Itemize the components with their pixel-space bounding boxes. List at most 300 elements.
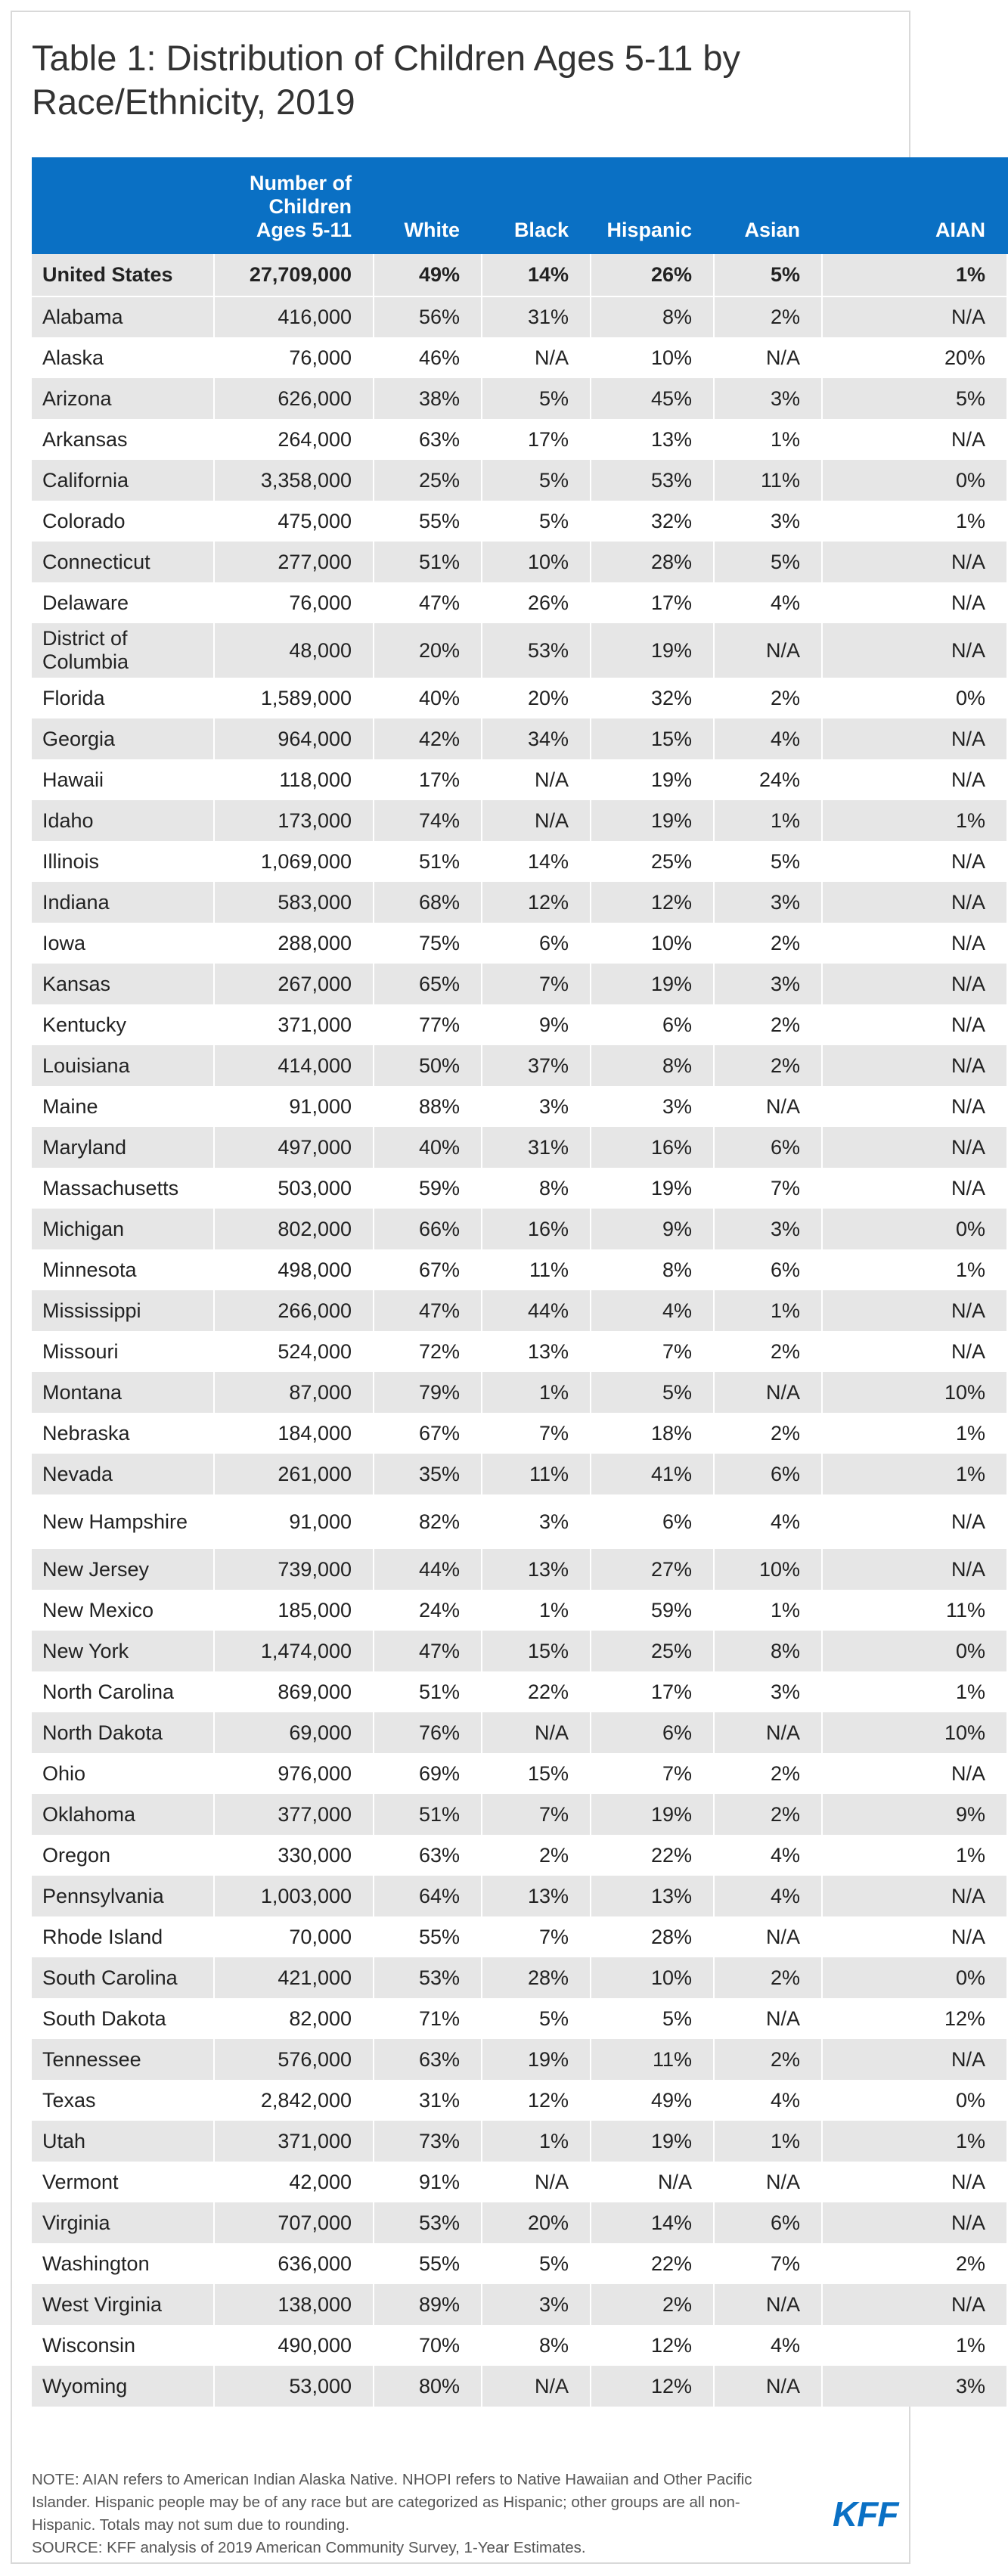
cell-white: 72% [374, 1331, 482, 1372]
cell-number: 1,474,000 [214, 1631, 374, 1671]
cell-aian: N/A [822, 1549, 1007, 1590]
cell-number: 330,000 [214, 1835, 374, 1876]
cell-aian: 0% [822, 678, 1007, 718]
cell-white: 63% [374, 419, 482, 460]
cell-black: 5% [482, 2243, 591, 2284]
cell-number: 82,000 [214, 1998, 374, 2039]
cell-location: Illinois [32, 841, 214, 882]
cell-aian: 1% [822, 1671, 1007, 1712]
table-row [32, 2162, 1007, 2202]
table-row [32, 1590, 1007, 1631]
cell-aian: 1% [822, 254, 1007, 296]
cell-black: N/A [482, 2366, 591, 2407]
cell-black: N/A [482, 800, 591, 841]
cell-location: Hawaii [32, 759, 214, 800]
cell-white: 66% [374, 1209, 482, 1249]
cell-white: 63% [374, 1835, 482, 1876]
cell-number: 1,589,000 [214, 678, 374, 718]
cell-location: Wisconsin [32, 2325, 214, 2366]
cell-aian: N/A [822, 296, 1007, 337]
cell-white: 77% [374, 1004, 482, 1045]
cell-number: 70,000 [214, 1916, 374, 1957]
cell-asian: 2% [714, 1331, 822, 1372]
cell-black: 3% [482, 1086, 591, 1127]
cell-asian: 2% [714, 923, 822, 964]
cell-number: 184,000 [214, 1413, 374, 1454]
cell-black: 12% [482, 882, 591, 923]
kff-logo: KFF [833, 2494, 898, 2534]
cell-asian: N/A [714, 1712, 822, 1753]
footnote [32, 2469, 788, 2559]
cell-location: Connecticut [32, 542, 214, 582]
cell-number: 76,000 [214, 582, 374, 623]
cell-hispanic: 10% [591, 337, 714, 378]
table-row [32, 378, 1007, 419]
cell-white: 44% [374, 1549, 482, 1590]
cell-aian: 1% [822, 2325, 1007, 2366]
cell-black: 1% [482, 1590, 591, 1631]
cell-hispanic: 4% [591, 1290, 714, 1331]
cell-aian: N/A [822, 1168, 1007, 1209]
table-row [32, 2202, 1007, 2243]
cell-aian: 0% [822, 1631, 1007, 1671]
cell-number: 53,000 [214, 2366, 374, 2407]
cell-asian: N/A [714, 623, 822, 678]
cell-black: N/A [482, 1712, 591, 1753]
cell-hispanic: 15% [591, 718, 714, 759]
cell-white: 75% [374, 923, 482, 964]
cell-location: Maryland [32, 1127, 214, 1168]
cell-hispanic: 5% [591, 1372, 714, 1413]
cell-location: Georgia [32, 718, 214, 759]
cell-aian: N/A [822, 759, 1007, 800]
cell-asian: 5% [714, 542, 822, 582]
cell-location: Virginia [32, 2202, 214, 2243]
cell-asian: 1% [714, 2121, 822, 2162]
cell-white: 56% [374, 296, 482, 337]
cell-white: 70% [374, 2325, 482, 2366]
cell-white: 91% [374, 2162, 482, 2202]
cell-hispanic: 19% [591, 1168, 714, 1209]
cell-black: 13% [482, 1876, 591, 1916]
cell-hispanic: 12% [591, 2366, 714, 2407]
cell-black: 9% [482, 1004, 591, 1045]
table-row [32, 1209, 1007, 1249]
cell-hispanic: 2% [591, 2284, 714, 2325]
cell-location: Missouri [32, 1331, 214, 1372]
cell-number: 1,069,000 [214, 841, 374, 882]
cell-number: 267,000 [214, 964, 374, 1004]
cell-location: Kansas [32, 964, 214, 1004]
table-row [32, 2121, 1007, 2162]
source-text: SOURCE: KFF analysis of 2019 American Community Survey, 1-Year Estimates. [32, 2539, 586, 2556]
cell-hispanic: 16% [591, 1127, 714, 1168]
cell-aian: N/A [822, 1916, 1007, 1957]
table-row [32, 1086, 1007, 1127]
cell-number: 2,842,000 [214, 2080, 374, 2121]
table-row [32, 882, 1007, 923]
table-row [32, 1127, 1007, 1168]
cell-black: 20% [482, 678, 591, 718]
cell-black: 5% [482, 378, 591, 419]
cell-aian: N/A [822, 1086, 1007, 1127]
cell-aian: N/A [822, 882, 1007, 923]
cell-hispanic: 22% [591, 1835, 714, 1876]
table-row [32, 2080, 1007, 2121]
cell-aian: 1% [822, 1413, 1007, 1454]
cell-hispanic: 32% [591, 501, 714, 542]
cell-location: Oregon [32, 1835, 214, 1876]
cell-number: 91,000 [214, 1494, 374, 1549]
table-row [32, 718, 1007, 759]
cell-hispanic: 27% [591, 1549, 714, 1590]
cell-location: Massachusetts [32, 1168, 214, 1209]
cell-number: 416,000 [214, 296, 374, 337]
cell-hispanic: 19% [591, 623, 714, 678]
cell-location: Pennsylvania [32, 1876, 214, 1916]
cell-location: Montana [32, 1372, 214, 1413]
cell-white: 20% [374, 623, 482, 678]
cell-black: 1% [482, 2121, 591, 2162]
table-row [32, 1671, 1007, 1712]
cell-location: Florida [32, 678, 214, 718]
table-row [32, 582, 1007, 623]
cell-number: 264,000 [214, 419, 374, 460]
table-row [32, 419, 1007, 460]
cell-hispanic: 3% [591, 1086, 714, 1127]
cell-number: 976,000 [214, 1753, 374, 1794]
cell-number: 498,000 [214, 1249, 374, 1290]
cell-number: 583,000 [214, 882, 374, 923]
cell-aian: 1% [822, 501, 1007, 542]
cell-asian: 4% [714, 2080, 822, 2121]
header-black: Black [482, 157, 591, 254]
cell-black: 22% [482, 1671, 591, 1712]
cell-asian: 1% [714, 800, 822, 841]
header-location [32, 157, 214, 254]
cell-asian: 4% [714, 582, 822, 623]
cell-number: 497,000 [214, 1127, 374, 1168]
cell-black: 13% [482, 1549, 591, 1590]
cell-hispanic: 18% [591, 1413, 714, 1454]
cell-number: 414,000 [214, 1045, 374, 1086]
table-row [32, 1372, 1007, 1413]
cell-hispanic: 13% [591, 419, 714, 460]
cell-location: Minnesota [32, 1249, 214, 1290]
cell-asian: 6% [714, 1454, 822, 1494]
cell-hispanic: 59% [591, 1590, 714, 1631]
cell-white: 82% [374, 1494, 482, 1549]
cell-aian: N/A [822, 923, 1007, 964]
cell-hispanic: 45% [591, 378, 714, 419]
cell-aian: N/A [822, 1290, 1007, 1331]
cell-location: Indiana [32, 882, 214, 923]
cell-white: 67% [374, 1413, 482, 1454]
cell-aian: N/A [822, 2284, 1007, 2325]
cell-white: 46% [374, 337, 482, 378]
header-white: White [374, 157, 482, 254]
cell-asian: 2% [714, 1753, 822, 1794]
cell-asian: 2% [714, 2039, 822, 2080]
table-row [32, 1413, 1007, 1454]
cell-black: 44% [482, 1290, 591, 1331]
cell-hispanic: 26% [591, 254, 714, 296]
cell-location: Michigan [32, 1209, 214, 1249]
cell-white: 49% [374, 254, 482, 296]
cell-number: 87,000 [214, 1372, 374, 1413]
cell-white: 42% [374, 718, 482, 759]
cell-aian: 10% [822, 1712, 1007, 1753]
cell-black: 15% [482, 1753, 591, 1794]
cell-white: 64% [374, 1876, 482, 1916]
cell-white: 35% [374, 1454, 482, 1494]
cell-black: 7% [482, 964, 591, 1004]
cell-white: 68% [374, 882, 482, 923]
cell-white: 51% [374, 1794, 482, 1835]
cell-number: 490,000 [214, 2325, 374, 2366]
table-row [32, 296, 1007, 337]
cell-number: 42,000 [214, 2162, 374, 2202]
table-row [32, 759, 1007, 800]
cell-aian: 0% [822, 1209, 1007, 1249]
cell-white: 80% [374, 2366, 482, 2407]
cell-number: 185,000 [214, 1590, 374, 1631]
table-row [32, 2243, 1007, 2284]
cell-black: 1% [482, 1372, 591, 1413]
cell-hispanic: 19% [591, 1794, 714, 1835]
cell-location: Tennessee [32, 2039, 214, 2080]
cell-hispanic: 32% [591, 678, 714, 718]
header-aian: AIAN [822, 157, 1007, 254]
header-number-of-children: Number of Children Ages 5-11 [214, 157, 374, 254]
cell-location: Alabama [32, 296, 214, 337]
cell-aian: N/A [822, 841, 1007, 882]
table-row [32, 542, 1007, 582]
cell-location: California [32, 460, 214, 501]
cell-hispanic: 12% [591, 882, 714, 923]
cell-number: 48,000 [214, 623, 374, 678]
cell-location: Arizona [32, 378, 214, 419]
table-body [32, 254, 1007, 2407]
cell-location: Vermont [32, 2162, 214, 2202]
table-row [32, 1712, 1007, 1753]
cell-asian: 5% [714, 254, 822, 296]
cell-number: 377,000 [214, 1794, 374, 1835]
cell-location: Washington [32, 2243, 214, 2284]
cell-white: 47% [374, 582, 482, 623]
cell-white: 69% [374, 1753, 482, 1794]
cell-asian: 2% [714, 1794, 822, 1835]
cell-black: 2% [482, 1835, 591, 1876]
cell-location: Delaware [32, 582, 214, 623]
cell-asian: 4% [714, 718, 822, 759]
table-row [32, 1957, 1007, 1998]
cell-aian: N/A [822, 542, 1007, 582]
cell-location: Nevada [32, 1454, 214, 1494]
cell-number: 636,000 [214, 2243, 374, 2284]
cell-aian: N/A [822, 419, 1007, 460]
table-row [32, 2325, 1007, 2366]
cell-asian: N/A [714, 1086, 822, 1127]
cell-aian: N/A [822, 1494, 1007, 1549]
cell-aian: N/A [822, 964, 1007, 1004]
cell-asian: N/A [714, 2162, 822, 2202]
table-row [32, 2039, 1007, 2080]
cell-asian: 4% [714, 2325, 822, 2366]
data-table [32, 157, 1008, 2407]
cell-hispanic: 19% [591, 2121, 714, 2162]
cell-hispanic: 22% [591, 2243, 714, 2284]
cell-white: 47% [374, 1631, 482, 1671]
cell-asian: 3% [714, 1209, 822, 1249]
cell-location: Idaho [32, 800, 214, 841]
cell-number: 261,000 [214, 1454, 374, 1494]
cell-black: 12% [482, 2080, 591, 2121]
cell-black: 8% [482, 2325, 591, 2366]
cell-location: New Jersey [32, 1549, 214, 1590]
cell-asian: 7% [714, 2243, 822, 2284]
cell-hispanic: 7% [591, 1331, 714, 1372]
cell-hispanic: 11% [591, 2039, 714, 2080]
cell-number: 524,000 [214, 1331, 374, 1372]
cell-number: 118,000 [214, 759, 374, 800]
cell-aian: 3% [822, 2366, 1007, 2407]
cell-white: 76% [374, 1712, 482, 1753]
cell-white: 71% [374, 1998, 482, 2039]
cell-asian: 8% [714, 1631, 822, 1671]
cell-location: New Mexico [32, 1590, 214, 1631]
cell-black: 53% [482, 623, 591, 678]
cell-aian: 1% [822, 800, 1007, 841]
cell-number: 475,000 [214, 501, 374, 542]
cell-white: 88% [374, 1086, 482, 1127]
cell-white: 53% [374, 2202, 482, 2243]
cell-location: West Virginia [32, 2284, 214, 2325]
table-card [11, 11, 985, 2564]
cell-aian: 1% [822, 1249, 1007, 1290]
cell-location: Wyoming [32, 2366, 214, 2407]
cell-asian: 5% [714, 841, 822, 882]
cell-location: Mississippi [32, 1290, 214, 1331]
cell-black: 3% [482, 1494, 591, 1549]
cell-number: 138,000 [214, 2284, 374, 2325]
cell-number: 964,000 [214, 718, 374, 759]
cell-asian: 7% [714, 1168, 822, 1209]
cell-black: 14% [482, 254, 591, 296]
cell-location: Utah [32, 2121, 214, 2162]
cell-aian: N/A [822, 582, 1007, 623]
cell-black: 5% [482, 1998, 591, 2039]
cell-black: 15% [482, 1631, 591, 1671]
cell-hispanic: 19% [591, 759, 714, 800]
cell-white: 40% [374, 1127, 482, 1168]
cell-location: New York [32, 1631, 214, 1671]
cell-hispanic: 28% [591, 542, 714, 582]
cell-asian: 6% [714, 2202, 822, 2243]
cell-asian: N/A [714, 1372, 822, 1413]
cell-asian: 6% [714, 1127, 822, 1168]
cell-asian: 1% [714, 1290, 822, 1331]
cell-number: 371,000 [214, 1004, 374, 1045]
cell-aian: N/A [822, 1045, 1007, 1086]
cell-hispanic: 8% [591, 296, 714, 337]
cell-hispanic: 5% [591, 1998, 714, 2039]
cell-number: 626,000 [214, 378, 374, 419]
cell-number: 288,000 [214, 923, 374, 964]
table-row [32, 1876, 1007, 1916]
cell-aian: N/A [822, 1753, 1007, 1794]
cell-aian: N/A [822, 1127, 1007, 1168]
cell-aian: 1% [822, 1835, 1007, 1876]
cell-hispanic: 28% [591, 1916, 714, 1957]
cell-location: Alaska [32, 337, 214, 378]
cell-white: 53% [374, 1957, 482, 1998]
cell-white: 79% [374, 1372, 482, 1413]
cell-hispanic: 25% [591, 1631, 714, 1671]
header-row [32, 157, 1007, 254]
cell-asian: 2% [714, 1957, 822, 1998]
cell-hispanic: 8% [591, 1045, 714, 1086]
cell-asian: 4% [714, 1876, 822, 1916]
cell-hispanic: 7% [591, 1753, 714, 1794]
table-row [32, 1549, 1007, 1590]
cell-hispanic: 17% [591, 582, 714, 623]
table-row [32, 337, 1007, 378]
cell-hispanic: 10% [591, 923, 714, 964]
table-row [32, 623, 1007, 678]
table-row [32, 1168, 1007, 1209]
table-scroll-area[interactable] [32, 157, 985, 2453]
cell-white: 50% [374, 1045, 482, 1086]
cell-asian: 2% [714, 678, 822, 718]
cell-white: 17% [374, 759, 482, 800]
cell-aian: 0% [822, 1957, 1007, 1998]
cell-white: 67% [374, 1249, 482, 1290]
cell-asian: 4% [714, 1494, 822, 1549]
cell-number: 27,709,000 [214, 254, 374, 296]
cell-aian: 10% [822, 1372, 1007, 1413]
cell-white: 38% [374, 378, 482, 419]
cell-number: 266,000 [214, 1290, 374, 1331]
cell-black: 11% [482, 1454, 591, 1494]
cell-location: South Carolina [32, 1957, 214, 1998]
cell-location: Maine [32, 1086, 214, 1127]
table-row [32, 1835, 1007, 1876]
cell-asian: N/A [714, 1916, 822, 1957]
cell-location: New Hampshire [32, 1494, 214, 1549]
cell-hispanic: N/A [591, 2162, 714, 2202]
cell-hispanic: 13% [591, 1876, 714, 1916]
cell-aian: N/A [822, 1331, 1007, 1372]
cell-hispanic: 41% [591, 1454, 714, 1494]
cell-white: 74% [374, 800, 482, 841]
cell-black: 5% [482, 460, 591, 501]
table-row [32, 501, 1007, 542]
cell-asian: N/A [714, 1998, 822, 2039]
cell-number: 277,000 [214, 542, 374, 582]
table-row [32, 678, 1007, 718]
cell-asian: N/A [714, 2366, 822, 2407]
cell-aian: N/A [822, 2202, 1007, 2243]
note-text: NOTE: AIAN refers to American Indian Alaska Native. NHOPI refers to Native Hawaiian and Other Pacific Islander. Hispanic people may be of any race but are categorized as Hispanic; other groups are all non-Hispanic. Totals may not sum due to rounding. [32, 2471, 752, 2534]
cell-black: 31% [482, 1127, 591, 1168]
cell-hispanic: 12% [591, 2325, 714, 2366]
cell-black: 26% [482, 582, 591, 623]
cell-white: 65% [374, 964, 482, 1004]
cell-white: 24% [374, 1590, 482, 1631]
cell-white: 31% [374, 2080, 482, 2121]
cell-hispanic: 53% [591, 460, 714, 501]
